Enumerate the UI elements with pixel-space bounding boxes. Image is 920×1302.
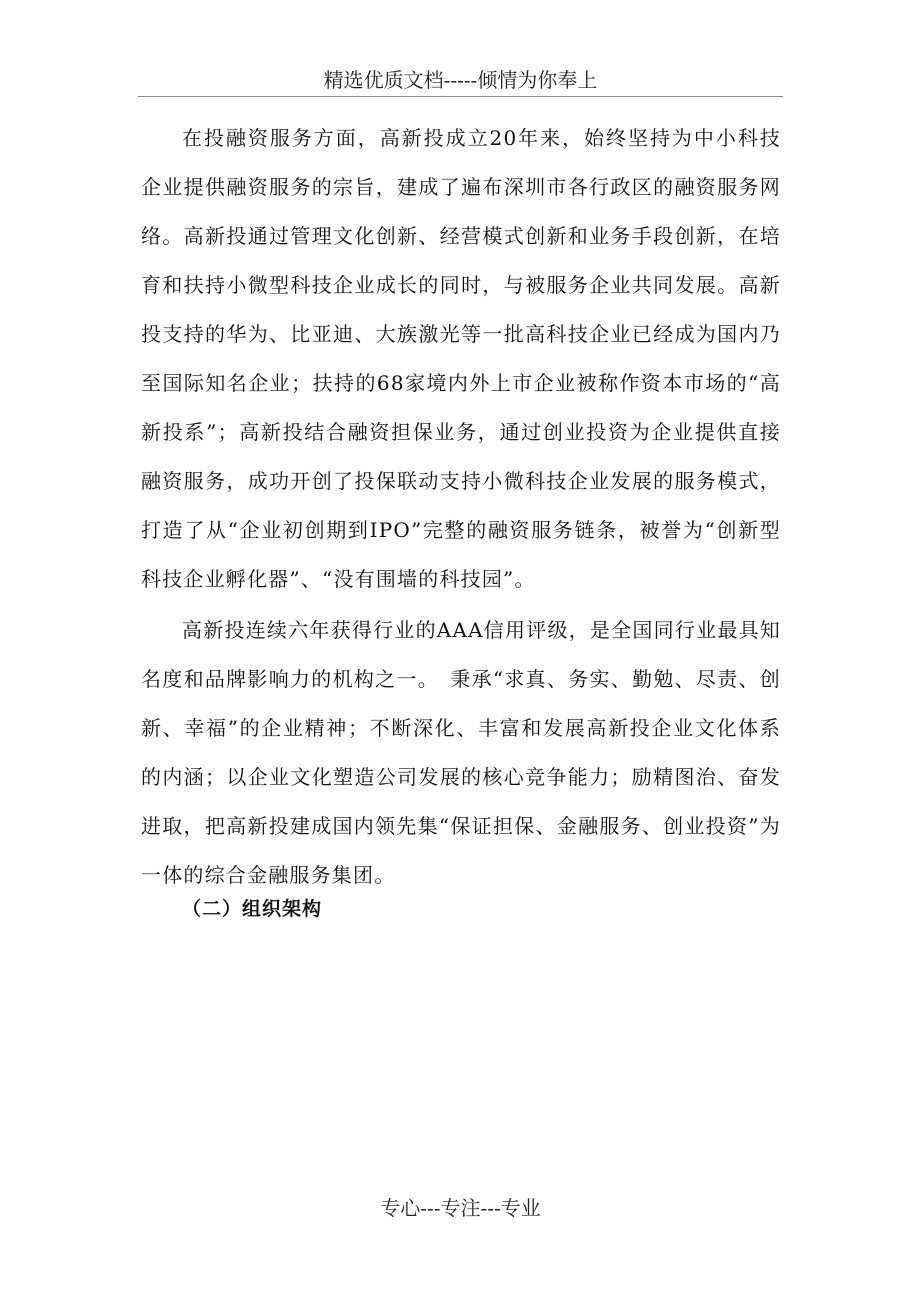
- paragraph-investment-financing: 在投融资服务方面，高新投成立20年来，始终坚持为中小科技企业提供融资服务的宗旨，建成了遍布深圳市各行政区的融资服务网络。高新投通过管理文化创新、经营模式创新和业务手段创新，在培育和扶持小微型科技企业成长的同时，与被服务企业共同发展。高新投支持的华为、比亚迪、大族激光等一批高科技企业已经成为国内乃至国际知名企业；扶持的68家境内外上市企业被称作资本市场的“高新投系”；高新投结合融资担保业务，通过创业投资为企业提供直接融资服务，成功开创了投保联动支持小微科技企业发展的服务模式，打造了从“企业初创期到IPO”完整的融资服务链条，被誉为“创新型科技企业孵化器”、“没有围墙的科技园”。: [141, 126, 781, 591]
- document-body: [141, 114, 781, 902]
- page-footer: 专心---专注---专业: [380, 1196, 541, 1220]
- section-heading-org-structure: （二）组织架构: [182, 898, 323, 920]
- paragraph-credit-rating: 高新投连续六年获得行业的AAA信用评级，是全国同行业最具知名度和品牌影响力的机构之一。 秉承“求真、务实、勤勉、尽责、创新、幸福”的企业精神；不断深化、丰富和发展高新投企业文化体系的内涵；以企业文化塑造公司发展的核心竞争能力；励精图治、奋发进取，把高新投建成国内领先集“保证担保、金融服务、创业投资”为一体的综合金融服务集团。: [141, 618, 781, 887]
- page-header: 精选优质文档-----倾情为你奉上: [323, 68, 598, 92]
- header-divider: [138, 96, 783, 97]
